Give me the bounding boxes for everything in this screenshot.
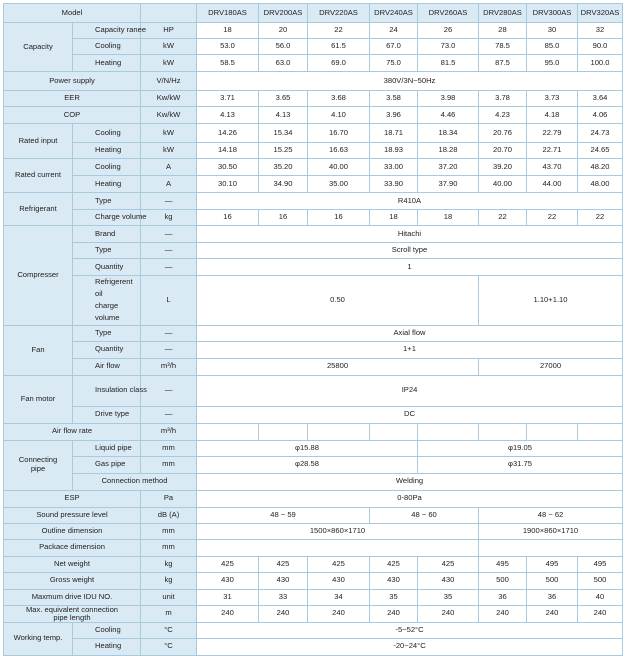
value (418, 423, 479, 440)
unit: — (141, 243, 197, 259)
unit: — (141, 406, 197, 423)
table-row (4, 423, 623, 440)
row-label (4, 605, 141, 622)
unit: V/N/Hz (141, 72, 197, 91)
value: 495 (578, 556, 623, 572)
value: 67.0 (370, 39, 418, 55)
unit: °C (141, 622, 197, 638)
model-name: DRV240AS (370, 4, 418, 23)
row-label: Packace dimension (4, 539, 141, 556)
value: 495 (479, 556, 527, 572)
value: R410A (197, 193, 623, 210)
value: 20.70 (479, 143, 527, 159)
value: 18.93 (370, 143, 418, 159)
value: 85.0 (527, 39, 578, 55)
label-line: Refrigerent oil (95, 277, 133, 299)
table-row (4, 39, 623, 55)
value (197, 539, 479, 556)
table-row (4, 210, 623, 226)
row-label: Air flow rate (4, 423, 141, 440)
group-label: Rated input (4, 124, 73, 159)
label-line: Connecting (18, 455, 58, 465)
value: 35.20 (259, 159, 308, 176)
row-label: Quantity (73, 341, 141, 358)
unit: Kw/kW (141, 91, 197, 107)
value: 61.5 (308, 39, 370, 55)
table-row (4, 473, 623, 490)
value: 43.70 (527, 159, 578, 176)
value: φ28.58 (197, 456, 418, 473)
value: 430 (259, 572, 308, 589)
value: 22.79 (527, 124, 578, 143)
value: 430 (418, 572, 479, 589)
value: 100.0 (578, 55, 623, 72)
value: 22 (479, 210, 527, 226)
value: 4.10 (308, 107, 370, 124)
value: 430 (308, 572, 370, 589)
value: 0.50 (197, 276, 479, 326)
value: 4.46 (418, 107, 479, 124)
value: 1 (197, 259, 623, 276)
row-label: Type (73, 325, 141, 341)
value: 30 (527, 23, 578, 39)
value: 240 (308, 605, 370, 622)
value: 40.00 (308, 159, 370, 176)
value: 58.5 (197, 55, 259, 72)
row-label: Cooling (73, 39, 141, 55)
value: 87.5 (479, 55, 527, 72)
row-label: ESP (4, 490, 141, 507)
value: 430 (197, 572, 259, 589)
row-label: Gross weight (4, 572, 141, 589)
value: 240 (370, 605, 418, 622)
value: 500 (479, 572, 527, 589)
unit: — (141, 193, 197, 210)
value: 16.63 (308, 143, 370, 159)
value: 69.0 (308, 55, 370, 72)
table-row (4, 622, 623, 638)
value: 53.0 (197, 39, 259, 55)
row-label: Charge volume (73, 210, 141, 226)
unit: m³/h (141, 423, 197, 440)
table-row (4, 589, 623, 605)
group-label: Capacity (4, 23, 73, 72)
value: 18 (370, 210, 418, 226)
value: 73.0 (418, 39, 479, 55)
unit: — (141, 259, 197, 276)
model-unit-cell (141, 4, 197, 23)
value: 33 (259, 589, 308, 605)
value: 35 (418, 589, 479, 605)
value: 3.68 (308, 91, 370, 107)
value: φ31.75 (418, 456, 623, 473)
value: 36 (479, 589, 527, 605)
table-row (4, 456, 623, 473)
table-row (4, 259, 623, 276)
value: IP24 (197, 375, 623, 406)
value: 22 (527, 210, 578, 226)
row-label: Type (73, 193, 141, 210)
table-row (4, 107, 623, 124)
label-line: charge volume (95, 301, 120, 323)
unit: °C (141, 638, 197, 655)
row-label: Cooling (73, 622, 141, 638)
unit: kW (141, 124, 197, 143)
model-name: DRV280AS (479, 4, 527, 23)
value: 32 (578, 23, 623, 39)
value: DC (197, 406, 623, 423)
row-label: Outline dimension (4, 523, 141, 539)
unit: — (141, 375, 197, 406)
value: 1500×860×1710 (197, 523, 479, 539)
table-row (4, 572, 623, 589)
value: 500 (578, 572, 623, 589)
value: 1+1 (197, 341, 623, 358)
table-row (4, 638, 623, 655)
table-row (4, 193, 623, 210)
value: 3.64 (578, 91, 623, 107)
unit: mm (141, 539, 197, 556)
table-row (4, 440, 623, 456)
model-name: DRV220AS (308, 4, 370, 23)
row-label: COP (4, 107, 141, 124)
row-label: Heating (73, 176, 141, 193)
row-label: Quantity (73, 259, 141, 276)
row-label: Heating (73, 143, 141, 159)
value: 240 (527, 605, 578, 622)
value: 26 (418, 23, 479, 39)
value: 4.06 (578, 107, 623, 124)
value: 48 ~ 62 (479, 507, 623, 523)
value: 28 (479, 23, 527, 39)
row-label: Air flow (73, 358, 141, 375)
row-label: EER (4, 91, 141, 107)
table-row (4, 143, 623, 159)
table-row (4, 55, 623, 72)
row-label: Heating (73, 55, 141, 72)
row-label: Brand (73, 226, 141, 243)
table-row (4, 375, 623, 406)
value (578, 423, 623, 440)
row-label: Connection method (73, 473, 197, 490)
value: 3.98 (418, 91, 479, 107)
value: 425 (259, 556, 308, 572)
table-row (4, 341, 623, 358)
unit: Kw/kW (141, 107, 197, 124)
value: Welding (197, 473, 623, 490)
value: 430 (370, 572, 418, 589)
table-row (4, 358, 623, 375)
value: 18.28 (418, 143, 479, 159)
row-label: Sound pressure level (4, 507, 141, 523)
model-label: Model (4, 4, 141, 23)
value: 37.20 (418, 159, 479, 176)
unit: L (141, 276, 197, 326)
unit: HP (141, 23, 197, 39)
group-label (4, 440, 73, 490)
table-row (4, 605, 623, 622)
group-label: Working temp. (4, 622, 73, 655)
value: φ15.88 (197, 440, 418, 456)
table-row (4, 276, 623, 326)
table-row (4, 523, 623, 539)
value: 4.13 (197, 107, 259, 124)
value: 48.00 (578, 176, 623, 193)
value: 35.00 (308, 176, 370, 193)
value (479, 539, 623, 556)
value: 240 (197, 605, 259, 622)
model-name: DRV300AS (527, 4, 578, 23)
value: 34 (308, 589, 370, 605)
unit: dB (A) (141, 507, 197, 523)
model-name: DRV260AS (418, 4, 479, 23)
value: 14.26 (197, 124, 259, 143)
value: 75.0 (370, 55, 418, 72)
value: 3.71 (197, 91, 259, 107)
table-row (4, 159, 623, 176)
value: 240 (259, 605, 308, 622)
value: 3.73 (527, 91, 578, 107)
row-label: Liquid pipe (73, 440, 141, 456)
unit: mm (141, 523, 197, 539)
value: 33.90 (370, 176, 418, 193)
row-label: Net weight (4, 556, 141, 572)
value: 15.34 (259, 124, 308, 143)
specification-table (3, 3, 623, 656)
value (197, 423, 259, 440)
row-label: Type (73, 243, 141, 259)
unit: kW (141, 55, 197, 72)
value: Scroll type (197, 243, 623, 259)
model-name: DRV200AS (259, 4, 308, 23)
table-row (4, 23, 623, 39)
value: 380V/3N~50Hz (197, 72, 623, 91)
table-row (4, 243, 623, 259)
value: 24.65 (578, 143, 623, 159)
value: 20 (259, 23, 308, 39)
row-label: Drive type (73, 406, 141, 423)
unit: mm (141, 456, 197, 473)
unit: unit (141, 589, 197, 605)
value: 16 (197, 210, 259, 226)
value: 4.13 (259, 107, 308, 124)
value: 240 (578, 605, 623, 622)
value: 44.00 (527, 176, 578, 193)
value: 1900×860×1710 (479, 523, 623, 539)
group-label: Refrigerant (4, 193, 73, 226)
value: 48.20 (578, 159, 623, 176)
value: 78.5 (479, 39, 527, 55)
value: 95.0 (527, 55, 578, 72)
value: 22.71 (527, 143, 578, 159)
value: 40.00 (479, 176, 527, 193)
row-label: Capacity ranee (73, 23, 141, 39)
value: 22 (308, 23, 370, 39)
value: 90.0 (578, 39, 623, 55)
value: 18.71 (370, 124, 418, 143)
group-label: Compresser (4, 226, 73, 326)
unit: kg (141, 556, 197, 572)
table-row (4, 406, 623, 423)
label-line: pipe length (53, 612, 91, 622)
value: Hitachi (197, 226, 623, 243)
value: 39.20 (479, 159, 527, 176)
value: 3.78 (479, 91, 527, 107)
value: 1.10+1.10 (479, 276, 623, 326)
value: 16 (259, 210, 308, 226)
unit: A (141, 159, 197, 176)
group-label: Fan (4, 325, 73, 375)
value (259, 423, 308, 440)
unit: kW (141, 143, 197, 159)
table-row (4, 556, 623, 572)
value: 425 (308, 556, 370, 572)
value: 30.50 (197, 159, 259, 176)
value: 425 (197, 556, 259, 572)
row-label: Gas pipe (73, 456, 141, 473)
table-row (4, 539, 623, 556)
value: 40 (578, 589, 623, 605)
model-name: DRV320AS (578, 4, 623, 23)
row-label: Cooling (73, 124, 141, 143)
unit: A (141, 176, 197, 193)
value: 4.23 (479, 107, 527, 124)
row-label: Cooling (73, 159, 141, 176)
value: 34.90 (259, 176, 308, 193)
unit: — (141, 325, 197, 341)
value: 3.65 (259, 91, 308, 107)
value: 36 (527, 589, 578, 605)
value: 37.90 (418, 176, 479, 193)
value: 24 (370, 23, 418, 39)
value: 240 (418, 605, 479, 622)
value: 0-80Pa (197, 490, 623, 507)
model-name: DRV180AS (197, 4, 259, 23)
table-row (4, 490, 623, 507)
table-row (4, 325, 623, 341)
group-label: Fan motor (4, 375, 73, 423)
table-row (4, 176, 623, 193)
value: 18 (418, 210, 479, 226)
table-row (4, 226, 623, 243)
value (308, 423, 370, 440)
unit: — (141, 226, 197, 243)
value: 24.73 (578, 124, 623, 143)
value: 16.70 (308, 124, 370, 143)
value: 48 ~ 60 (370, 507, 479, 523)
unit: m (141, 605, 197, 622)
value: 14.18 (197, 143, 259, 159)
value: φ19.05 (418, 440, 623, 456)
value: 495 (527, 556, 578, 572)
value: 56.0 (259, 39, 308, 55)
table-row (4, 4, 623, 23)
value: -5~52°C (197, 622, 623, 638)
unit: kg (141, 572, 197, 589)
unit: m³/h (141, 358, 197, 375)
row-label: Heating (73, 638, 141, 655)
unit: — (141, 341, 197, 358)
table-row (4, 124, 623, 143)
value: 30.10 (197, 176, 259, 193)
value: 4.18 (527, 107, 578, 124)
value: 16 (308, 210, 370, 226)
label-line: Max. equivalent connection (25, 604, 119, 614)
unit: kg (141, 210, 197, 226)
value: 500 (527, 572, 578, 589)
value: 425 (370, 556, 418, 572)
value: 33.00 (370, 159, 418, 176)
value: 240 (479, 605, 527, 622)
value: 20.76 (479, 124, 527, 143)
value: 81.5 (418, 55, 479, 72)
value (479, 423, 527, 440)
value: Axial flow (197, 325, 623, 341)
value: -20~24°C (197, 638, 623, 655)
value: 18 (197, 23, 259, 39)
value: 31 (197, 589, 259, 605)
value: 22 (578, 210, 623, 226)
value: 27000 (479, 358, 623, 375)
group-label: Rated current (4, 159, 73, 193)
label-line: pipe (30, 464, 46, 474)
table-row (4, 72, 623, 91)
value: 15.25 (259, 143, 308, 159)
unit: Pa (141, 490, 197, 507)
table-row (4, 507, 623, 523)
table-row (4, 91, 623, 107)
value (370, 423, 418, 440)
unit: kW (141, 39, 197, 55)
value: 18.34 (418, 124, 479, 143)
value: 25800 (197, 358, 479, 375)
value: 63.0 (259, 55, 308, 72)
value: 3.58 (370, 91, 418, 107)
value: 48 ~ 59 (197, 507, 370, 523)
row-label (73, 276, 141, 326)
row-label: Maxmum drive IDU NO. (4, 589, 141, 605)
value: 425 (418, 556, 479, 572)
row-label: Insulation class (73, 375, 141, 406)
value: 3.96 (370, 107, 418, 124)
unit: mm (141, 440, 197, 456)
row-label: Power supply (4, 72, 141, 91)
value (527, 423, 578, 440)
value: 35 (370, 589, 418, 605)
